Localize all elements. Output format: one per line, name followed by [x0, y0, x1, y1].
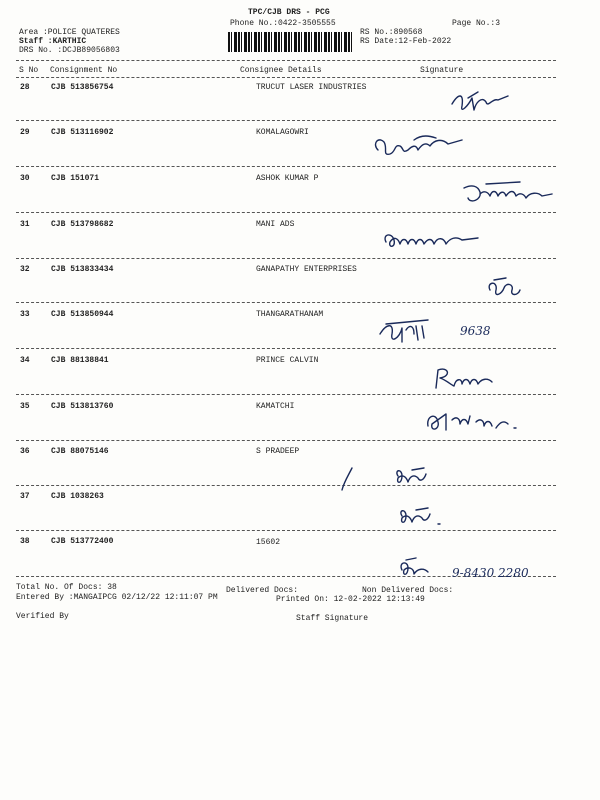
row-consignee: S PRADEEP [256, 447, 300, 456]
rs-number: RS No.:890568 [360, 28, 423, 37]
verified-by: Verified By [16, 612, 69, 621]
staff-label: Staff :KARTHIC [19, 37, 87, 46]
handwritten-number: 9638 [460, 324, 491, 338]
signature-row-37 [396, 504, 456, 530]
row-sno: 31 [20, 220, 30, 229]
page-number: Page No.:3 [452, 19, 501, 28]
row-sno: 37 [20, 492, 30, 501]
divider [16, 440, 556, 441]
row-consignee: MANI ADS [256, 220, 295, 229]
row-consignment: CJB 513116902 [51, 128, 114, 137]
signature-row-35 [422, 406, 532, 436]
column-consignee: Consignee Details [240, 66, 322, 75]
staff-signature: Staff Signature [296, 614, 369, 623]
row-consignee: PRINCE CALVIN [256, 356, 319, 365]
signature-row-31 [380, 226, 490, 256]
row-consignment: CJB 513772400 [51, 537, 114, 546]
row-consignment: CJB 513833434 [51, 265, 114, 274]
signature-row-32 [484, 276, 524, 302]
divider [16, 60, 556, 61]
row-consignment: CJB 513813760 [51, 402, 114, 411]
signature-row-33 [376, 316, 460, 348]
row-sno: 30 [20, 174, 30, 183]
row-consignment: CJB 513856754 [51, 83, 114, 92]
signature-row-28 [448, 86, 538, 118]
row-consignment: CJB 88138841 [51, 356, 109, 365]
row-consignee: TRUCUT LASER INDUSTRIES [256, 83, 367, 92]
divider [16, 485, 556, 486]
row-consignee: KAMATCHI [256, 402, 295, 411]
divider [16, 212, 556, 213]
barcode [228, 32, 352, 52]
signature-row-36 [340, 464, 460, 492]
area-label: Area :POLICE QUATERES [19, 28, 120, 37]
divider [16, 120, 556, 121]
signature-row-30 [460, 178, 560, 212]
divider [16, 348, 556, 349]
delivered-docs: Delivered Docs: [226, 586, 299, 595]
row-consignment: CJB 151071 [51, 174, 100, 183]
row-sno: 38 [20, 537, 30, 546]
row-consignee: 15602 [256, 538, 281, 547]
row-sno: 32 [20, 265, 30, 274]
row-consignee: KOMALAGOWRI [256, 128, 309, 137]
row-sno: 35 [20, 402, 30, 411]
divider [16, 258, 556, 259]
divider [16, 530, 556, 531]
signature-row-34 [430, 364, 500, 394]
divider [16, 77, 556, 78]
document-title: TPC/CJB DRS - PCG [248, 8, 330, 17]
column-sno: S No [19, 66, 39, 75]
row-sno: 29 [20, 128, 30, 137]
total-docs: Total No. Of Docs: 38 [16, 583, 117, 592]
row-sno: 34 [20, 356, 30, 365]
signature-row-29 [370, 130, 470, 166]
handwritten-phone-number: 9-8430 2280 [452, 566, 529, 580]
entered-by: Entered By :MANGAIPCG 02/12/22 12:11:07 PM [16, 593, 218, 602]
rs-date: RS Date:12-Feb-2022 [360, 37, 452, 46]
signature-row-38 [394, 556, 434, 580]
row-sno: 36 [20, 447, 30, 456]
column-signature: Signature [420, 66, 464, 75]
phone-number: Phone No.:0422-3505555 [230, 19, 336, 28]
row-consignee: ASHOK KUMAR P [256, 174, 319, 183]
divider [16, 394, 556, 395]
row-consignment: CJB 1038263 [51, 492, 104, 501]
row-sno: 28 [20, 83, 30, 92]
row-consignee: THANGARATHANAM [256, 310, 324, 319]
non-delivered-docs: Non Delivered Docs: [362, 586, 454, 595]
row-consignment: CJB 513798682 [51, 220, 114, 229]
divider [16, 166, 556, 167]
divider [16, 302, 556, 303]
printed-on: Printed On: 12-02-2022 12:13:49 [276, 595, 425, 604]
column-consignment: Consignment No [50, 66, 118, 75]
row-consignment: CJB 513850944 [51, 310, 114, 319]
drs-number: DRS No. :DCJB89056803 [19, 46, 120, 55]
row-consignment: CJB 88075146 [51, 447, 109, 456]
row-sno: 33 [20, 310, 30, 319]
row-consignee: GANAPATHY ENTERPRISES [256, 265, 357, 274]
